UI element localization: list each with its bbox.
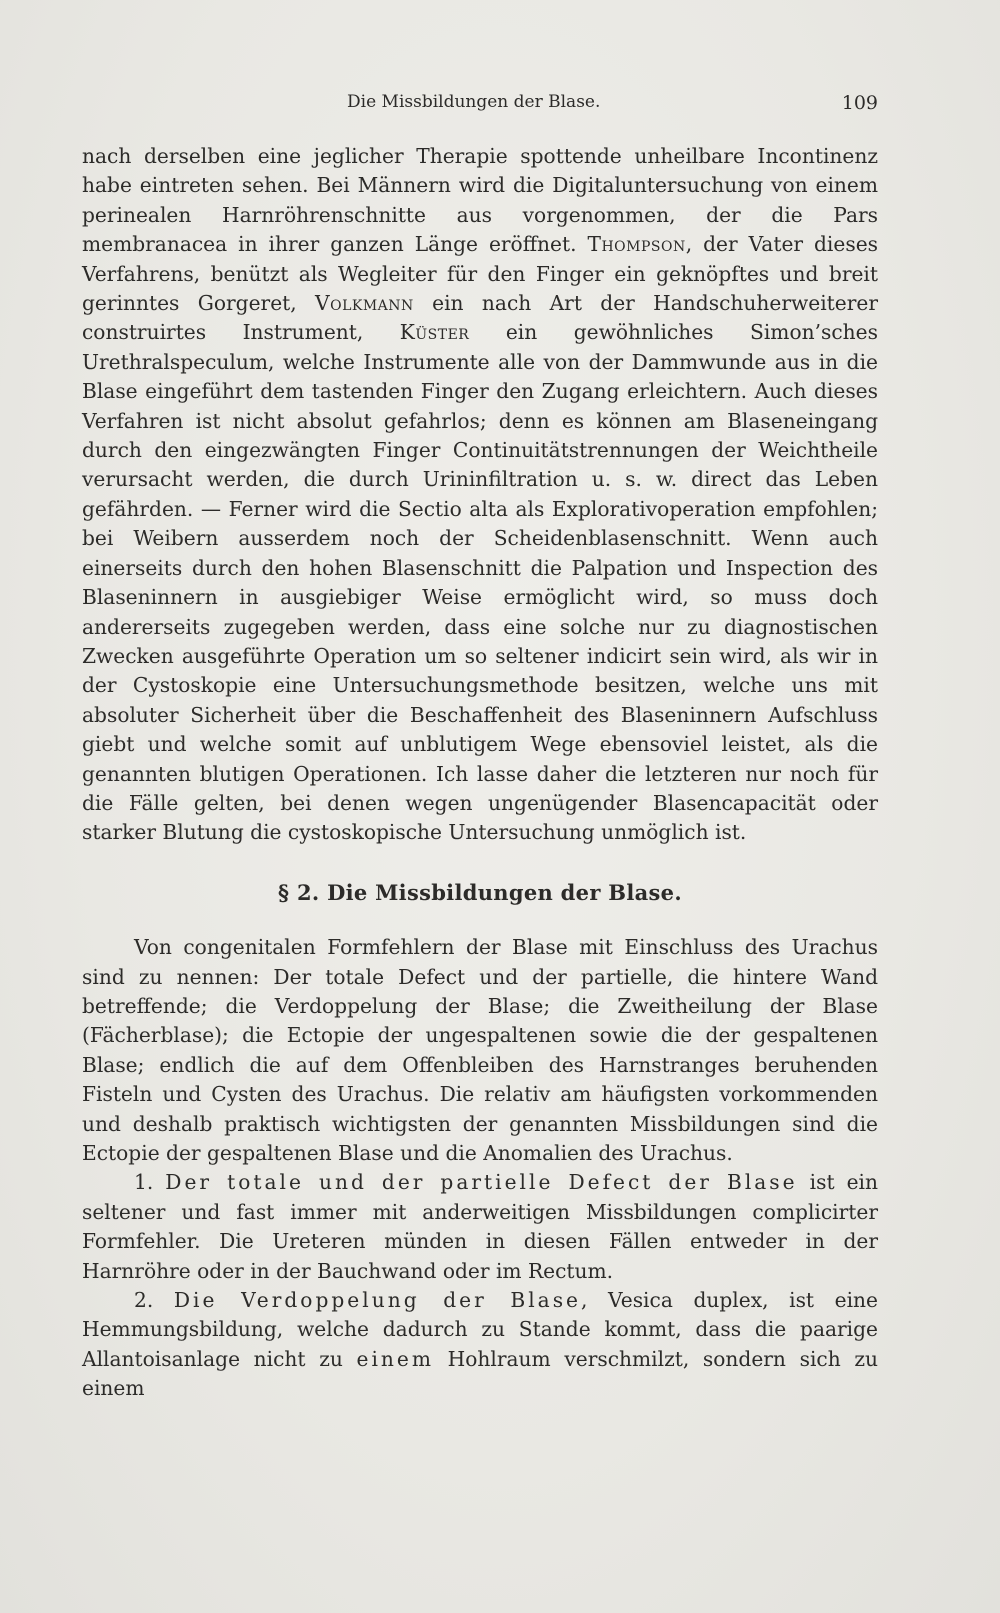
paragraph-defect: [82, 1168, 878, 1286]
text-segment: , Vesica duplex, ist eine Hemmungsbildung, welche dadurch zu Stande kommt, dass die paarige Allantoisanlage nicht zu: [82, 1288, 878, 1371]
running-head: [82, 92, 878, 118]
text-segment: ein nach Art der Handschuherweiterer construirtes Instrument,: [82, 291, 878, 345]
running-title: Die Missbildungen der Blase.: [347, 92, 601, 112]
spaced-term: Die Verdoppelung der Blase: [173, 1288, 581, 1313]
text-segment: ein gewöhnliches Simon’sches Urethralspeculum, welche Instrumente alle von der Dammwunde aus in die Blase eingeführt dem tastenden Finger den Zugang erleichtern. Auch dieses Verfahren ist nicht absolut gefahrlos; denn es können am Blaseneingang durch den eingezwängten Finger Continuitätstrennungen der Weichtheile verursacht werden, die durch Urininfiltration u. s. w. direct das Leben gefährden. — Ferner wird die Sectio alta als Explorativoperation empfohlen; bei Weibern ausserdem noch der Scheidenblasenschnitt. Wenn auch einerseits durch den hohen Blasenschnitt die Palpation und Inspection des Blaseninnern in ausgiebiger Weise ermöglicht wird, so muss doch andererseits zugegeben werden, dass eine solche nur zu diagnostischen Zwecken ausgeführte Operation um so seltener indicirt sein wird, als wir in der Cystoskopie eine Untersuchungsmethode besitzen, welche uns mit absoluter Sicherheit über die Beschaffenheit des Blaseninnern Aufschluss giebt und welche somit auf unblutigem Wege ebensoviel leistet, als die genannten blutigen Operationen. Ich lasse daher die letzteren nur noch für die Fälle gelten, bei denen wegen ungenügender Blasencapacität oder starker Blutung die cystoskopische Untersuchung unmöglich ist.: [82, 320, 878, 845]
paragraph-duplex: [82, 1286, 878, 1404]
section-heading: § 2. Die Missbildungen der Blase.: [278, 879, 682, 905]
text-segment: ist ein seltener und fast immer mit anderweitigen Missbildungen complicirter Formfehler. Die Ureteren münden in diesen Fällen entweder in der Harnröhre oder in der Bauchwand oder im Rectum.: [82, 1170, 879, 1283]
author-name: Thompson: [587, 232, 686, 257]
paragraph-continued: [82, 142, 878, 848]
spaced-term: Der totale und der partielle Defect der Blase: [165, 1170, 798, 1195]
paragraph-intro: Von congenitalen Formfehlern der Blase mit Einschluss des Urachus sind zu nennen: Der totale Defect und der partielle, die hintere Wand betreffende; die Verdoppelung der Blase; die Zweitheilung der Blase (Fächerblase); die Ectopie der ungespaltenen sowie die der gespaltenen Blase; endlich die auf dem Offenbleiben des Harnstranges beruhenden Fisteln und Cysten des Urachus. Die relativ am häufigsten vorkommenden und deshalb praktisch wichtigsten der genannten Missbildungen sind die Ectopie der gespaltenen Blase und die Anomalien des Urachus.: [82, 935, 878, 1165]
text-segment: nach derselben eine jeglicher Therapie spottende unheilbare Incontinenz habe eintreten sehen. Bei Männern wird die Digitaluntersuchung von einem perinealen Harnröhrenschnitte aus vorgenommen, der die Pars membranacea in ihrer ganzen Länge eröffnet.: [82, 144, 878, 257]
spaced-emphasis: einem: [356, 1346, 434, 1371]
body-text: [82, 142, 878, 1404]
author-name: Volkmann: [315, 291, 414, 316]
item-number: 1.: [134, 1170, 166, 1195]
text-segment: Hohlraum verschmilzt, sondern sich zu einem: [82, 1346, 879, 1401]
text-segment: , der Vater dieses Verfahrens, benützt als Wegleiter für den Finger ein geknöpftes und breit gerinntes Gorgeret,: [82, 232, 878, 316]
page-number: 109: [841, 92, 878, 114]
author-name: Küster: [399, 320, 470, 345]
item-number: 2.: [134, 1288, 174, 1313]
